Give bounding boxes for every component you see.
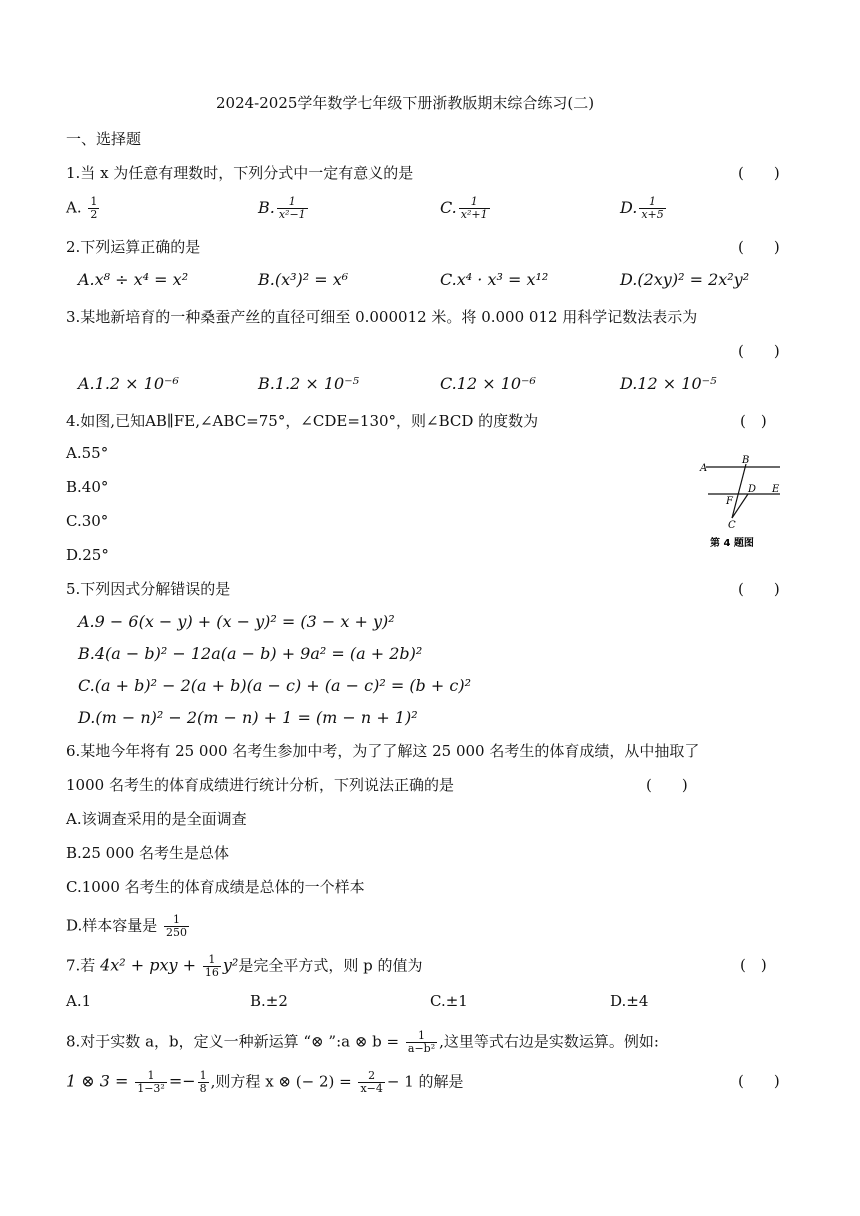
label-c: C xyxy=(728,520,736,531)
q6-option-a: A.该调查采用的是全面调查 xyxy=(66,810,247,828)
q1-option-c: C. $\frac{1}{\text{x²+1}}$ xyxy=(440,195,488,221)
q4-stem: 4.如图,已知AB∥FE,∠ABC=75°，∠CDE=130°，则∠BCD 的度数为 xyxy=(66,412,539,430)
q4-option-a: A.55° xyxy=(66,444,109,462)
page-title: 2024-2025学年数学七年级下册浙教版期末综合练习(二) xyxy=(216,94,595,112)
q7-option-a: A.1 xyxy=(66,992,92,1010)
q1-option-d: D. $\frac{1}{x+5}$ xyxy=(620,195,664,221)
q3-option-a: A.1.2 × 10⁻⁶ xyxy=(78,374,179,393)
label-a: A xyxy=(700,463,708,474)
q1-answer-blank: ( ) xyxy=(738,164,780,182)
q5-option-a: A.9 − 6(x − y) + (x − y)² = (3 − x + y)² xyxy=(78,612,395,631)
q6-answer-blank: ( ) xyxy=(646,776,688,794)
label-e: E xyxy=(772,484,780,495)
q7-answer-blank: ( ) xyxy=(740,956,767,974)
q2-option-d: D.(2xy)² = 2x²y² xyxy=(620,270,750,289)
q3-stem: 3.某地新培育的一种桑蚕产丝的直径可细至 0.000012 米。将 0.000 012 用科学记数法表示为 xyxy=(66,308,698,326)
q2-option-a: A.x⁸ ÷ x⁴ = x² xyxy=(78,270,189,289)
q6-option-c: C.1000 名考生的体育成绩是总体的一个样本 xyxy=(66,878,365,896)
q4-option-c: C.30° xyxy=(66,512,109,530)
q2-option-b: B.(x³)² = x⁶ xyxy=(258,270,349,289)
q5-answer-blank: ( ) xyxy=(738,580,780,598)
q7-option-d: D.±4 xyxy=(610,992,649,1010)
q7-option-b: B.±2 xyxy=(250,992,288,1010)
q5-option-d: D.(m − n)² − 2(m − n) + 1 = (m − n + 1)² xyxy=(78,708,418,727)
label-b: B xyxy=(742,455,750,466)
q3-option-d: D.12 × 10⁻⁵ xyxy=(620,374,717,393)
q1-option-b: B. $\frac{1}{\text{x²−1}}$ xyxy=(258,195,306,221)
q8-stem-line2: 1 ⊗ 3 = $\frac{1}{\text{1−3²}}$ =− $\frac{1}{8}$ ,则方程 x ⊗ (− 2) = $\frac{2}{x-4}$ − 1 的解是 xyxy=(66,1069,464,1095)
q2-stem: 2.下列运算正确的是 xyxy=(66,238,201,256)
q4-answer-blank: ( ) xyxy=(740,412,767,430)
q6-option-b: B.25 000 名考生是总体 xyxy=(66,844,230,862)
segment-bc xyxy=(732,464,746,518)
q4-option-b: B.40° xyxy=(66,478,109,496)
segment-cd xyxy=(732,494,748,518)
q4-option-d: D.25° xyxy=(66,546,109,564)
q1-stem: 1.当 x 为任意有理数时，下列分式中一定有意义的是 xyxy=(66,164,414,182)
q6-option-d: D.样本容量是 $\frac{1}{250}$ xyxy=(66,913,188,939)
q8-answer-blank: ( ) xyxy=(738,1072,780,1090)
q3-option-b: B.1.2 × 10⁻⁵ xyxy=(258,374,360,393)
q1-a-fraction: $\frac{1}{2}$ xyxy=(90,195,98,221)
q2-answer-blank: ( ) xyxy=(738,238,780,256)
label-d: D xyxy=(748,484,757,495)
q8-stem-line1: 8.对于实数 a，b，定义一种新运算 “⊗ ”:a ⊗ b = $\frac{1}{\text{a−b²}}$ ,这里等式右边是实数运算。例如: xyxy=(66,1029,659,1055)
label-f: F xyxy=(726,496,733,507)
q2-option-c: C.x⁴ · x³ = x¹² xyxy=(440,270,549,289)
q6-stem-line1: 6.某地今年将有 25 000 名考生参加中考，为了了解这 25 000 名考生的体育成绩，从中抽取了 xyxy=(66,742,700,760)
q3-option-c: C.12 × 10⁻⁶ xyxy=(440,374,536,393)
q3-answer-blank: ( ) xyxy=(738,342,780,360)
q5-option-c: C.(a + b)² − 2(a + b)(a − c) + (a − c)² = (b + c)² xyxy=(78,676,471,695)
q5-stem: 5.下列因式分解错误的是 xyxy=(66,580,231,598)
figure-caption: 第 4 题图 xyxy=(710,538,754,549)
q7-stem: 7.若 4x² + pxy + $\frac{1}{16}$ y²是完全平方式，则 p 的值为 xyxy=(66,953,423,979)
q1-option-a: A. $\frac{1}{2}$ xyxy=(66,195,98,221)
q5-option-b: B.4(a − b)² − 12a(a − b) + 9a² = (a + 2b)² xyxy=(78,644,423,663)
section-heading: 一、选择题 xyxy=(66,130,142,148)
q4-figure xyxy=(696,452,792,552)
q7-option-c: C.±1 xyxy=(430,992,468,1010)
q6-stem-line2: 1000 名考生的体育成绩进行统计分析，下列说法正确的是 xyxy=(66,776,454,794)
